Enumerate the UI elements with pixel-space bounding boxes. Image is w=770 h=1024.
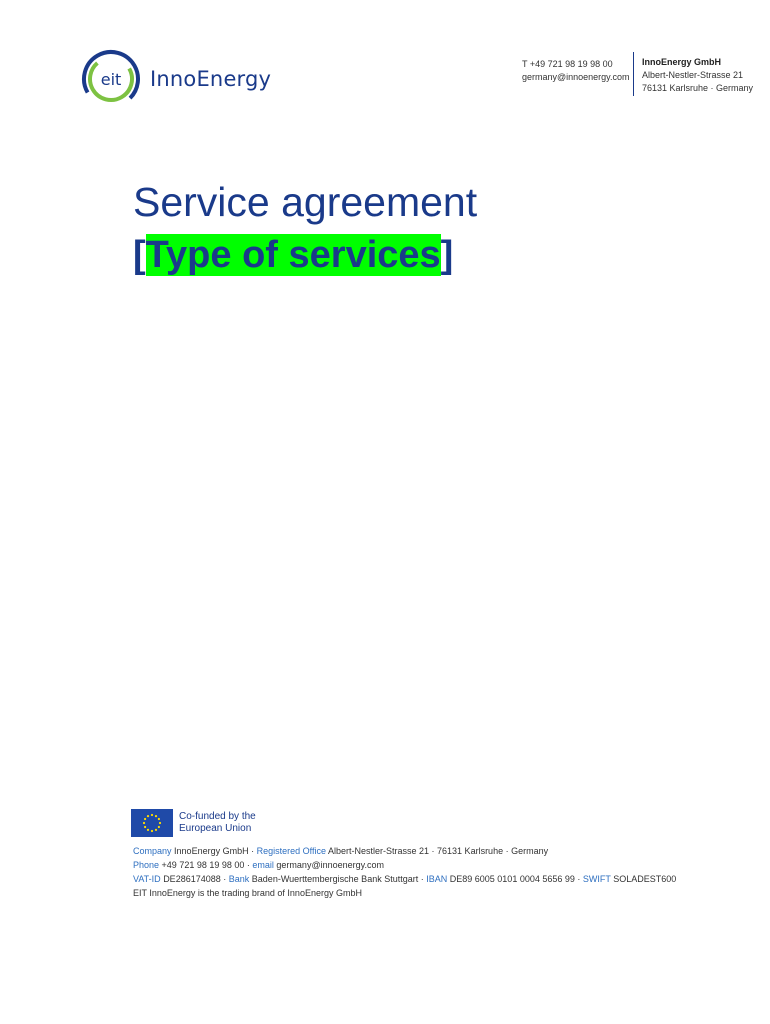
footer-iban-value: DE89 6005 0101 0004 5656 99 · — [449, 874, 581, 884]
header-address — [642, 56, 753, 95]
eu-line-2: European Union — [179, 823, 252, 834]
eit-logo-icon — [80, 48, 142, 110]
eu-line-1: Co-funded by the — [179, 811, 256, 822]
header-phone: T +49 721 98 19 98 00 — [522, 59, 613, 69]
footer-phone-label: Phone — [133, 860, 160, 870]
logo-eit-text: eit — [100, 70, 122, 89]
type-of-services-placeholder: Type of services — [145, 234, 441, 276]
bracket-close: ] — [440, 234, 454, 276]
header-street: Albert-Nestler-Strasse 21 — [642, 70, 744, 80]
footer-office-value: Albert-Nestler-Strasse 21 · 76131 Karlsruhe · Germany — [328, 846, 549, 856]
header-divider — [633, 52, 634, 96]
bracket-open: [ — [133, 234, 146, 276]
footer-swift-label: SWIFT — [582, 874, 611, 884]
header-city: 76131 Karlsruhe · Germany — [642, 83, 754, 93]
innoenergy-logo — [80, 48, 271, 110]
footer-phone-value: +49 721 98 19 98 00 · — [161, 860, 250, 870]
document-title: Service agreement — [133, 179, 478, 225]
header-email: germany@innoenergy.com — [522, 72, 630, 82]
footer-vat-label: VAT-ID — [133, 874, 161, 884]
document-subtitle — [133, 228, 453, 282]
footer-line-3 — [133, 872, 676, 886]
header-contact — [522, 58, 630, 84]
footer-swift-value: SOLADEST600 — [613, 874, 677, 884]
eu-flag-icon — [131, 809, 173, 837]
footer-bank-value: Baden-Wuerttembergische Bank Stuttgart · — [251, 874, 424, 884]
brand-name: InnoEnergy — [150, 67, 272, 91]
footer — [133, 844, 676, 900]
footer-line-2 — [133, 858, 676, 872]
footer-company-value: InnoEnergy GmbH · — [174, 846, 255, 856]
footer-office-label: Registered Office — [256, 846, 326, 856]
footer-iban-label: IBAN — [426, 874, 448, 884]
footer-email-value: germany@innoenergy.com — [276, 860, 384, 870]
footer-email-label: email — [252, 860, 274, 870]
header-company: InnoEnergy GmbH — [642, 57, 722, 67]
footer-bank-label: Bank — [228, 874, 250, 884]
footer-brand-line: EIT InnoEnergy is the trading brand of InnoEnergy GmbH — [133, 888, 362, 898]
footer-line-1 — [133, 844, 676, 858]
footer-company-label: Company — [133, 846, 172, 856]
eu-cofunded-badge — [131, 809, 256, 837]
footer-vat-value: DE286174088 · — [163, 874, 227, 884]
eu-cofunded-text — [179, 811, 256, 835]
